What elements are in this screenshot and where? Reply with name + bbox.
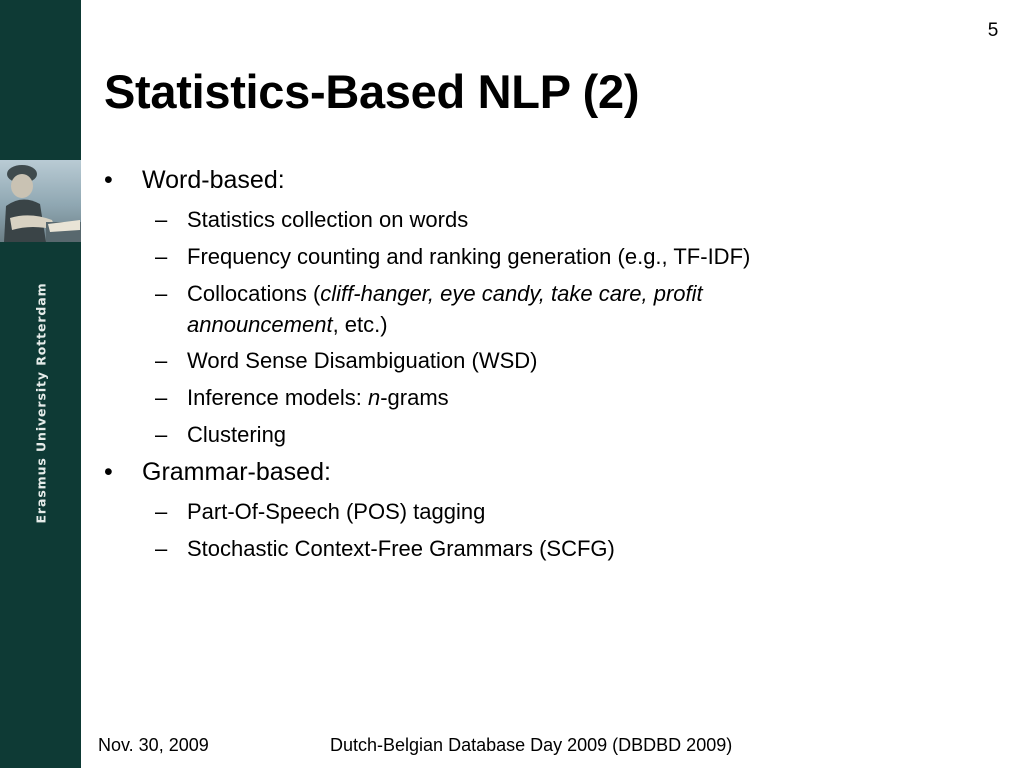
sidebar: [0, 0, 81, 768]
sub-bullet-text: Frequency counting and ranking generation (e.g., TF-IDF): [187, 244, 751, 269]
dash-marker: –: [155, 385, 168, 410]
sub-bullet-text: Collocations (cliff-hanger, eye candy, take care, profit: [187, 281, 703, 306]
dash-marker: –: [155, 348, 168, 373]
bullet-marker: •: [104, 458, 113, 486]
slide-number: 5: [987, 20, 999, 41]
sidebar-brand: Erasmus University Rotterdam: [33, 282, 49, 524]
sub-bullet-text: Clustering: [187, 422, 287, 447]
sub-bullet-text: Stochastic Context-Free Grammars (SCFG): [187, 536, 615, 561]
slide-title: Statistics-Based NLP (2): [104, 65, 640, 118]
sub-bullet-text: Word Sense Disambiguation (WSD): [187, 348, 538, 373]
dash-marker: –: [155, 207, 168, 232]
bullet-label: Word-based:: [142, 166, 285, 194]
dash-marker: –: [155, 499, 168, 524]
erasmus-portrait-icon: [0, 160, 81, 242]
sub-bullet-text: Inference models: n-grams: [187, 385, 449, 410]
sub-bullet-text: announcement, etc.): [187, 312, 388, 337]
bullet-marker: •: [104, 166, 113, 194]
sub-bullet-text: Part-Of-Speech (POS) tagging: [187, 499, 486, 524]
footer-date: Nov. 30, 2009: [98, 735, 209, 755]
dash-marker: –: [155, 244, 168, 269]
bullet-label: Grammar-based:: [142, 458, 331, 486]
dash-marker: –: [155, 422, 168, 447]
sub-bullet-text: Statistics collection on words: [187, 207, 469, 232]
footer-event: Dutch-Belgian Database Day 2009 (DBDBD 2009): [330, 735, 733, 755]
italic-examples: announcement: [187, 312, 333, 337]
italic-examples: cliff-hanger, eye candy, take care, profit: [320, 281, 703, 306]
dash-marker: –: [155, 536, 168, 561]
dash-marker: –: [155, 281, 168, 306]
